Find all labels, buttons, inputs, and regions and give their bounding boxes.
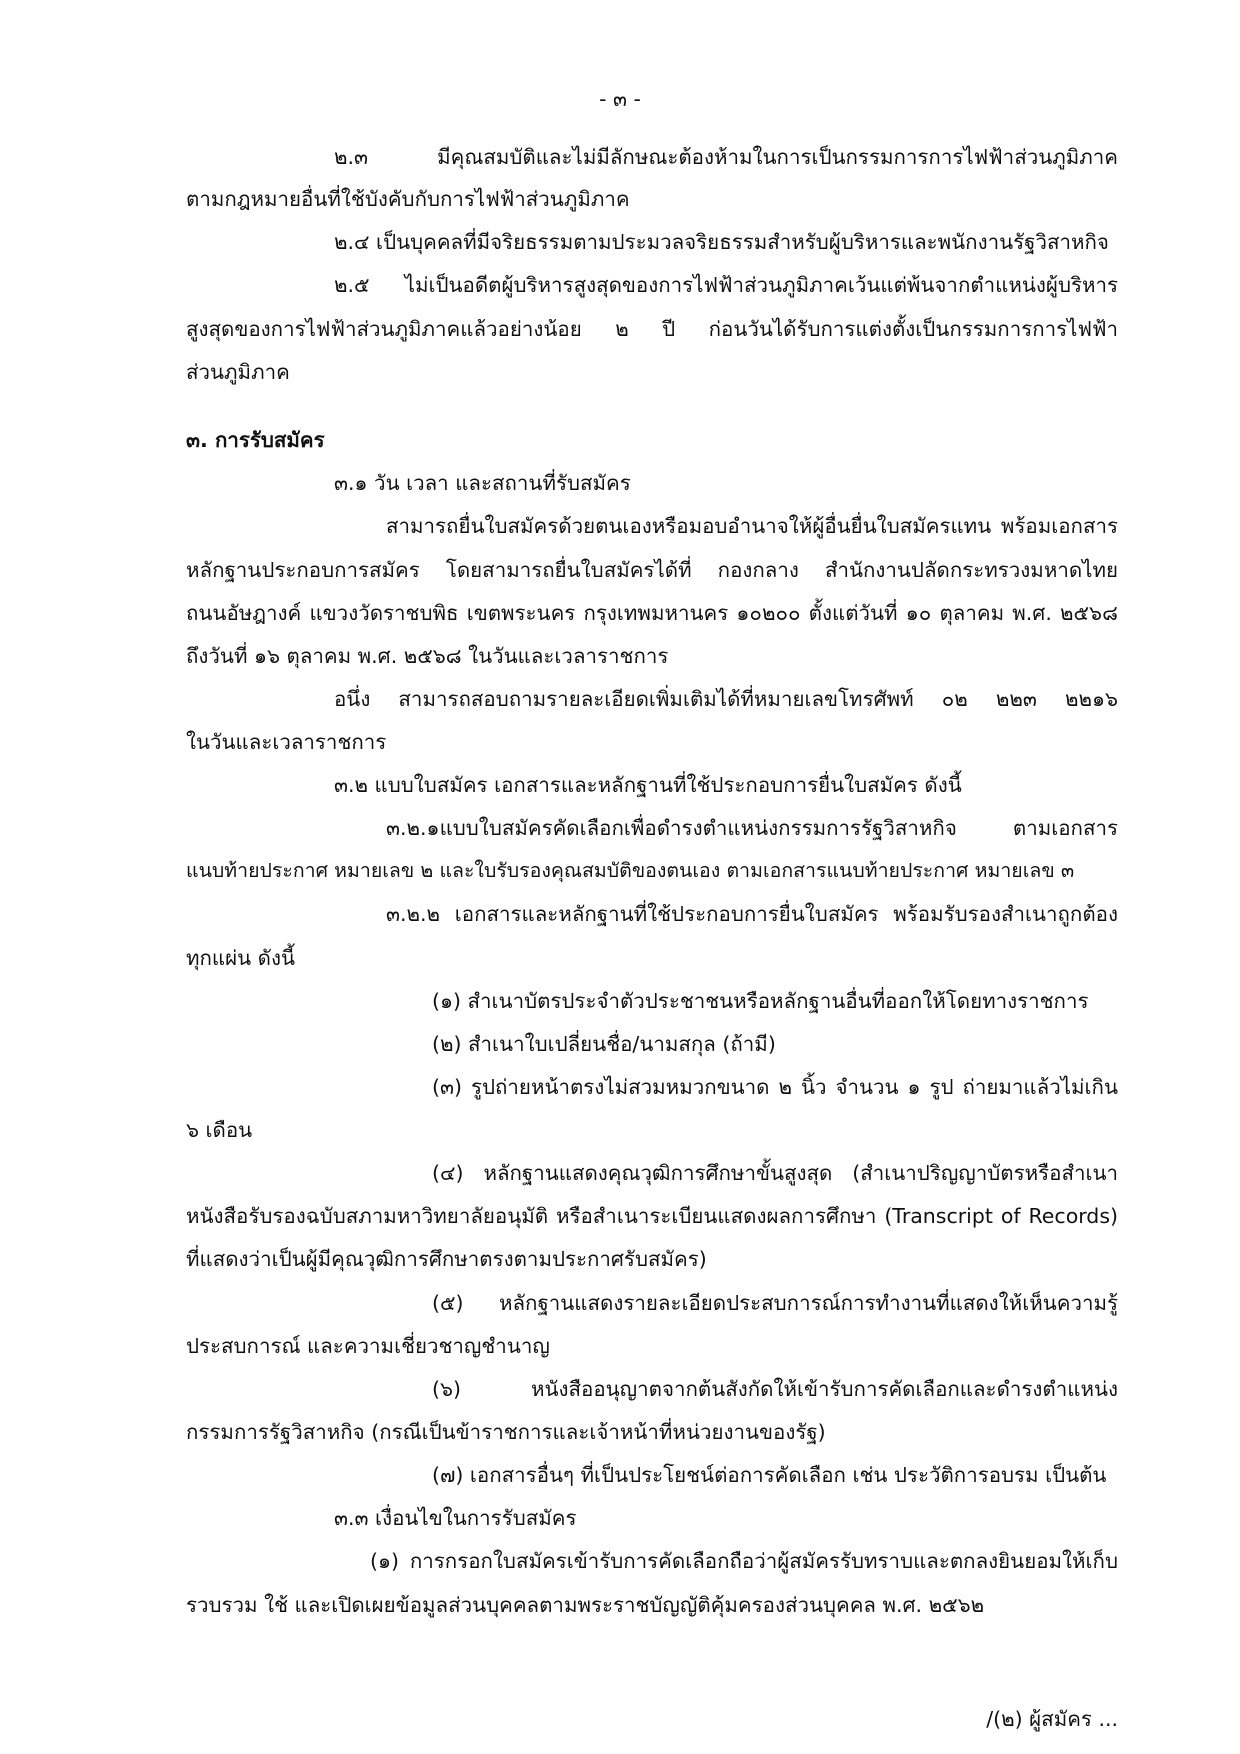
para-3-1-line-2: หลักฐานประกอบการสมัคร โดยสามารถยื่นใบสมัครได้ที่ กองกลาง สำนักงานปลัดกระทรวงมหาดไทย [186, 558, 1118, 582]
item-2-3-line-1: ๒.๓ มีคุณสมบัติและไม่มีลักษณะต้องห้ามในการเป็นกรรมการการไฟฟ้าส่วนภูมิภาค [334, 145, 1118, 169]
continuation-note: /(๒) ผู้สมัคร ... [986, 1707, 1118, 1731]
doc-item-3-line-2: ๖ เดือน [186, 1118, 253, 1142]
doc-item-4-line-1: (๔) หลักฐานแสดงคุณวุฒิการศึกษาขั้นสูงสุด (สำเนาปริญญาบัตรหรือสำเนา [432, 1161, 1118, 1185]
para-3-1-line-3: ถนนอัษฎางค์ แขวงวัดราชบพิธ เขตพระนคร กรุงเทพมหานคร ๑๐๒๐๐ ตั้งแต่วันที่ ๑๐ ตุลาคม พ.ศ. ๒๕๖๘ [186, 601, 1118, 625]
doc-item-2: (๒) สำเนาใบเปลี่ยนชื่อ/นามสกุล (ถ้ามี) [432, 1032, 776, 1056]
condition-1-line-2: รวบรวม ใช้ และเปิดเผยข้อมูลส่วนบุคคลตามพระราชบัญญัติคุ้มครองส่วนบุคคล พ.ศ. ๒๕๖๒ [186, 1593, 985, 1617]
para-contact-line-2: ในวันและเวลาราชการ [186, 730, 387, 754]
subsection-3-2-title: ๓.๒ แบบใบสมัคร เอกสารและหลักฐานที่ใช้ประกอบการยื่นใบสมัคร ดังนี้ [334, 773, 962, 797]
item-2-5-line-3: ส่วนภูมิภาค [186, 360, 290, 384]
item-2-5-line-2: สูงสุดของการไฟฟ้าส่วนภูมิภาคแล้วอย่างน้อย ๒ ปี ก่อนวันได้รับการแต่งตั้งเป็นกรรมการการไฟฟ้า [186, 317, 1118, 341]
subsection-3-1-title: ๓.๑ วัน เวลา และสถานที่รับสมัคร [334, 471, 631, 495]
item-2-4: ๒.๔ เป็นบุคคลที่มีจริยธรรมตามประมวลจริยธรรมสำหรับผู้บริหารและพนักงานรัฐวิสาหกิจ [334, 230, 1109, 254]
item-3-2-1-line-1: ๓.๒.๑แบบใบสมัครคัดเลือกเพื่อดำรงตำแหน่งกรรมการรัฐวิสาหกิจ ตามเอกสาร [386, 816, 1118, 840]
doc-item-6-line-2: กรรมการรัฐวิสาหกิจ (กรณีเป็นข้าราชการและเจ้าหน้าที่หน่วยงานของรัฐ) [186, 1420, 826, 1444]
doc-item-3-line-1: (๓) รูปถ่ายหน้าตรงไม่สวมหมวกขนาด ๒ นิ้ว จำนวน ๑ รูป ถ่ายมาแล้วไม่เกิน [432, 1075, 1118, 1099]
doc-item-1: (๑) สำเนาบัตรประจำตัวประชาชนหรือหลักฐานอื่นที่ออกให้โดยทางราชการ [432, 989, 1089, 1013]
subsection-3-3-title: ๓.๓ เงื่อนไขในการรับสมัคร [334, 1506, 577, 1530]
doc-item-4-line-3: ที่แสดงว่าเป็นผู้มีคุณวุฒิการศึกษาตรงตามประกาศรับสมัคร) [186, 1247, 707, 1271]
item-2-3-line-2: ตามกฎหมายอื่นที่ใช้บังคับกับการไฟฟ้าส่วนภูมิภาค [186, 187, 630, 211]
doc-item-6-line-1: (๖) หนังสืออนุญาตจากต้นสังกัดให้เข้ารับการคัดเลือกและดำรงตำแหน่ง [432, 1377, 1118, 1401]
para-contact-line-1: อนึ่ง สามารถสอบถามรายละเอียดเพิ่มเติมได้ที่หมายเลขโทรศัพท์ ๐๒ ๒๒๓ ๒๒๑๖ [334, 687, 1118, 711]
item-2-5-line-1: ๒.๕ ไม่เป็นอดีตผู้บริหารสูงสุดของการไฟฟ้าส่วนภูมิภาคเว้นแต่พ้นจากตำแหน่งผู้บริหาร [334, 273, 1118, 297]
doc-item-4-line-2: หนังสือรับรองฉบับสภามหาวิทยาลัยอนุมัติ หรือสำเนาระเบียนแสดงผลการศึกษา (Transcript of Records) [186, 1204, 1118, 1228]
item-3-2-1-line-2: แนบท้ายประกาศ หมายเลข ๒ และใบรับรองคุณสมบัติของตนเอง ตามเอกสารแนบท้ายประกาศ หมายเลข ๓ [186, 859, 1075, 882]
page-number: - ๓ - [599, 87, 641, 111]
section-3-heading: ๓. การรับสมัคร [186, 428, 325, 452]
para-3-1-line-1: สามารถยื่นใบสมัครด้วยตนเองหรือมอบอำนาจให้ผู้อื่นยื่นใบสมัครแทน พร้อมเอกสาร [386, 514, 1118, 538]
doc-item-5-line-1: (๕) หลักฐานแสดงรายละเอียดประสบการณ์การทำงานที่แสดงให้เห็นความรู้ [432, 1291, 1118, 1315]
item-3-2-2-line-2: ทุกแผ่น ดังนี้ [186, 946, 296, 970]
item-3-2-2-line-1: ๓.๒.๒ เอกสารและหลักฐานที่ใช้ประกอบการยื่นใบสมัคร พร้อมรับรองสำเนาถูกต้อง [386, 902, 1118, 926]
para-3-1-line-4: ถึงวันที่ ๑๖ ตุลาคม พ.ศ. ๒๕๖๘ ในวันและเวลาราชการ [186, 644, 669, 668]
doc-item-7: (๗) เอกสารอื่นๆ ที่เป็นประโยชน์ต่อการคัดเลือก เช่น ประวัติการอบรม เป็นต้น [432, 1463, 1107, 1487]
doc-item-5-line-2: ประสบการณ์ และความเชี่ยวชาญชำนาญ [186, 1334, 550, 1358]
condition-1-line-1: (๑) การกรอกใบสมัครเข้ารับการคัดเลือกถือว่าผู้สมัครรับทราบและตกลงยินยอมให้เก็บ [370, 1549, 1118, 1573]
